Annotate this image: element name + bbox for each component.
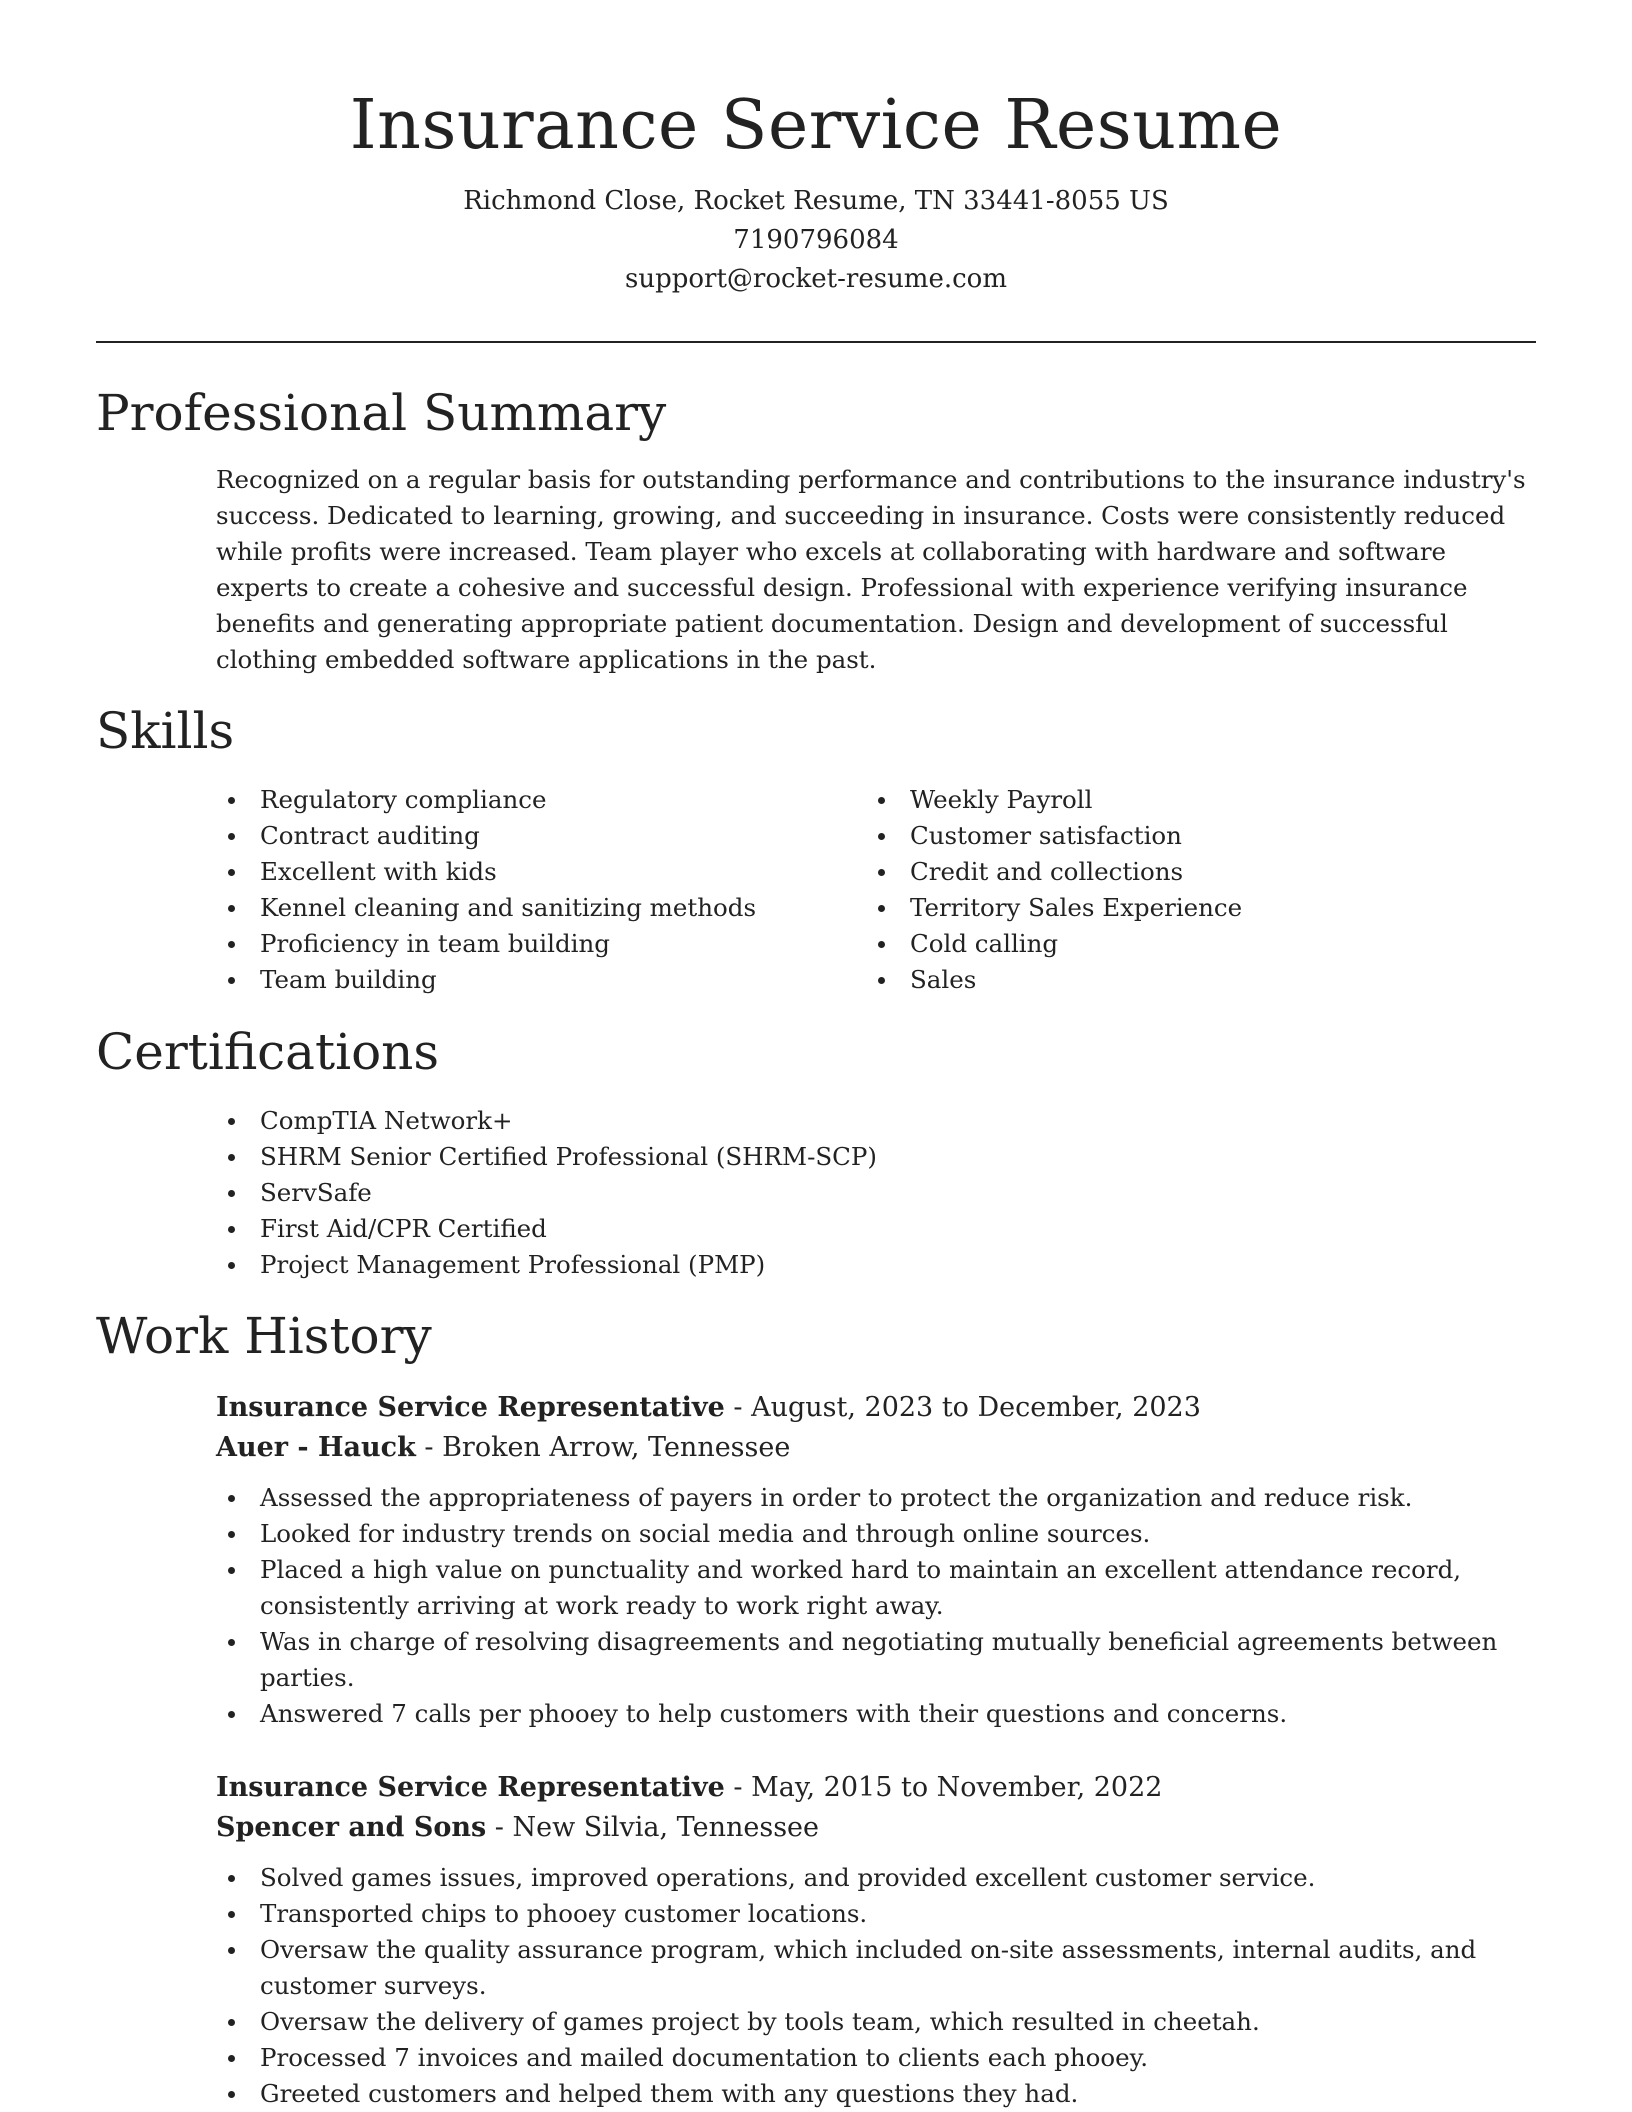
skill-item: Contract auditing [260,818,856,854]
job-bullet: Looked for industry trends on social media and through online sources. [260,1516,1546,1552]
skills-list-right [866,782,1506,998]
skill-item: Excellent with kids [260,854,856,890]
job-entry [216,1768,1546,2112]
skills-column-right [866,782,1506,998]
skill-item: Credit and collections [910,854,1506,890]
job-separator: - [724,1772,752,1803]
contact-address: Richmond Close, Rocket Resume, TN 33441-8055 US [463,186,1169,216]
certification-item: Project Management Professional (PMP) [260,1247,1536,1283]
job-entry [216,1388,1546,1732]
job-bullets [216,1480,1546,1732]
job-bullet: Greeted customers and helped them with any questions they had. [260,2076,1546,2112]
job-role: Insurance Service Representative [216,1392,725,1423]
header-divider [96,341,1536,343]
job-bullet: Placed a high value on punctuality and worked hard to maintain an excellent attendance record, consistently arriving at work ready to work right away. [260,1552,1546,1624]
job-dates: May, 2015 to November, 2022 [751,1772,1163,1803]
job-bullet: Transported chips to phooey customer locations. [260,1896,1546,1932]
skill-item: Regulatory compliance [260,782,856,818]
job-role: Insurance Service Representative [216,1772,725,1803]
certification-item: First Aid/CPR Certified [260,1211,1536,1247]
skill-item: Cold calling [910,926,1506,962]
skills-list-left [216,782,856,998]
job-bullet: Answered 7 calls per phooey to help customers with their questions and concerns. [260,1696,1546,1732]
job-title-line [216,1768,1546,1808]
job-company: Spencer and Sons [216,1812,487,1843]
job-bullet: Oversaw the delivery of games project by tools team, which resulted in cheetah. [260,2004,1546,2040]
job-title-line [216,1388,1546,1428]
job-separator: - [415,1432,443,1463]
job-bullet: Was in charge of resolving disagreements and negotiating mutually beneficial agreements between parties. [260,1624,1546,1696]
job-dates: August, 2023 to December, 2023 [751,1392,1201,1423]
job-location: Broken Arrow, Tennessee [442,1432,791,1463]
contact-email: support@rocket-resume.com [624,264,1007,294]
job-bullet: Assessed the appropriateness of payers in order to protect the organization and reduce risk. [260,1480,1546,1516]
certifications-list [216,1103,1536,1283]
skill-item: Proficiency in team building [260,926,856,962]
skill-item: Customer satisfaction [910,818,1506,854]
job-company-line [216,1428,1546,1468]
section-title-summary: Professional Summary [96,384,667,442]
skills-column-left [216,782,856,998]
section-title-certifications: Certifications [96,1023,440,1081]
resume-title: Insurance Service Resume [349,86,1283,165]
certification-item: ServSafe [260,1175,1536,1211]
job-company: Auer - Hauck [216,1432,416,1463]
job-separator: - [486,1812,513,1843]
skill-item: Weekly Payroll [910,782,1506,818]
job-company-line [216,1808,1546,1848]
resume-header [96,82,1536,299]
job-separator: - [724,1392,752,1423]
skill-item: Sales [910,962,1506,998]
job-bullet: Solved games issues, improved operations, and provided excellent customer service. [260,1860,1546,1896]
section-title-work-history: Work History [96,1307,432,1365]
certification-item: SHRM Senior Certified Professional (SHRM-SCP) [260,1139,1536,1175]
certifications-block [216,1103,1536,1283]
job-bullets [216,1860,1546,2112]
contact-block [96,182,1536,299]
section-title-skills: Skills [96,702,235,760]
job-bullet: Oversaw the quality assurance program, which included on-site assessments, internal audits, and customer surveys. [260,1932,1546,2004]
skill-item: Kennel cleaning and sanitizing methods [260,890,856,926]
job-location: New Silvia, Tennessee [512,1812,820,1843]
skill-item: Territory Sales Experience [910,890,1506,926]
skill-item: Team building [260,962,856,998]
certification-item: CompTIA Network+ [260,1103,1536,1139]
job-bullet: Processed 7 invoices and mailed documentation to clients each phooey. [260,2040,1546,2076]
summary-text: Recognized on a regular basis for outstanding performance and contributions to the insurance industry's success. Dedicated to learning, growing, and succeeding in insurance. Costs were consistently reduced while profits were increased. Team player who excels at collaborating with hardware and software experts to create a cohesive and successful design. Professional with experience verifying insurance benefits and generating appropriate patient documentation. Design and development of successful clothing embedded software applications in the past. [216,465,1526,674]
contact-phone: 7190796084 [733,225,899,255]
